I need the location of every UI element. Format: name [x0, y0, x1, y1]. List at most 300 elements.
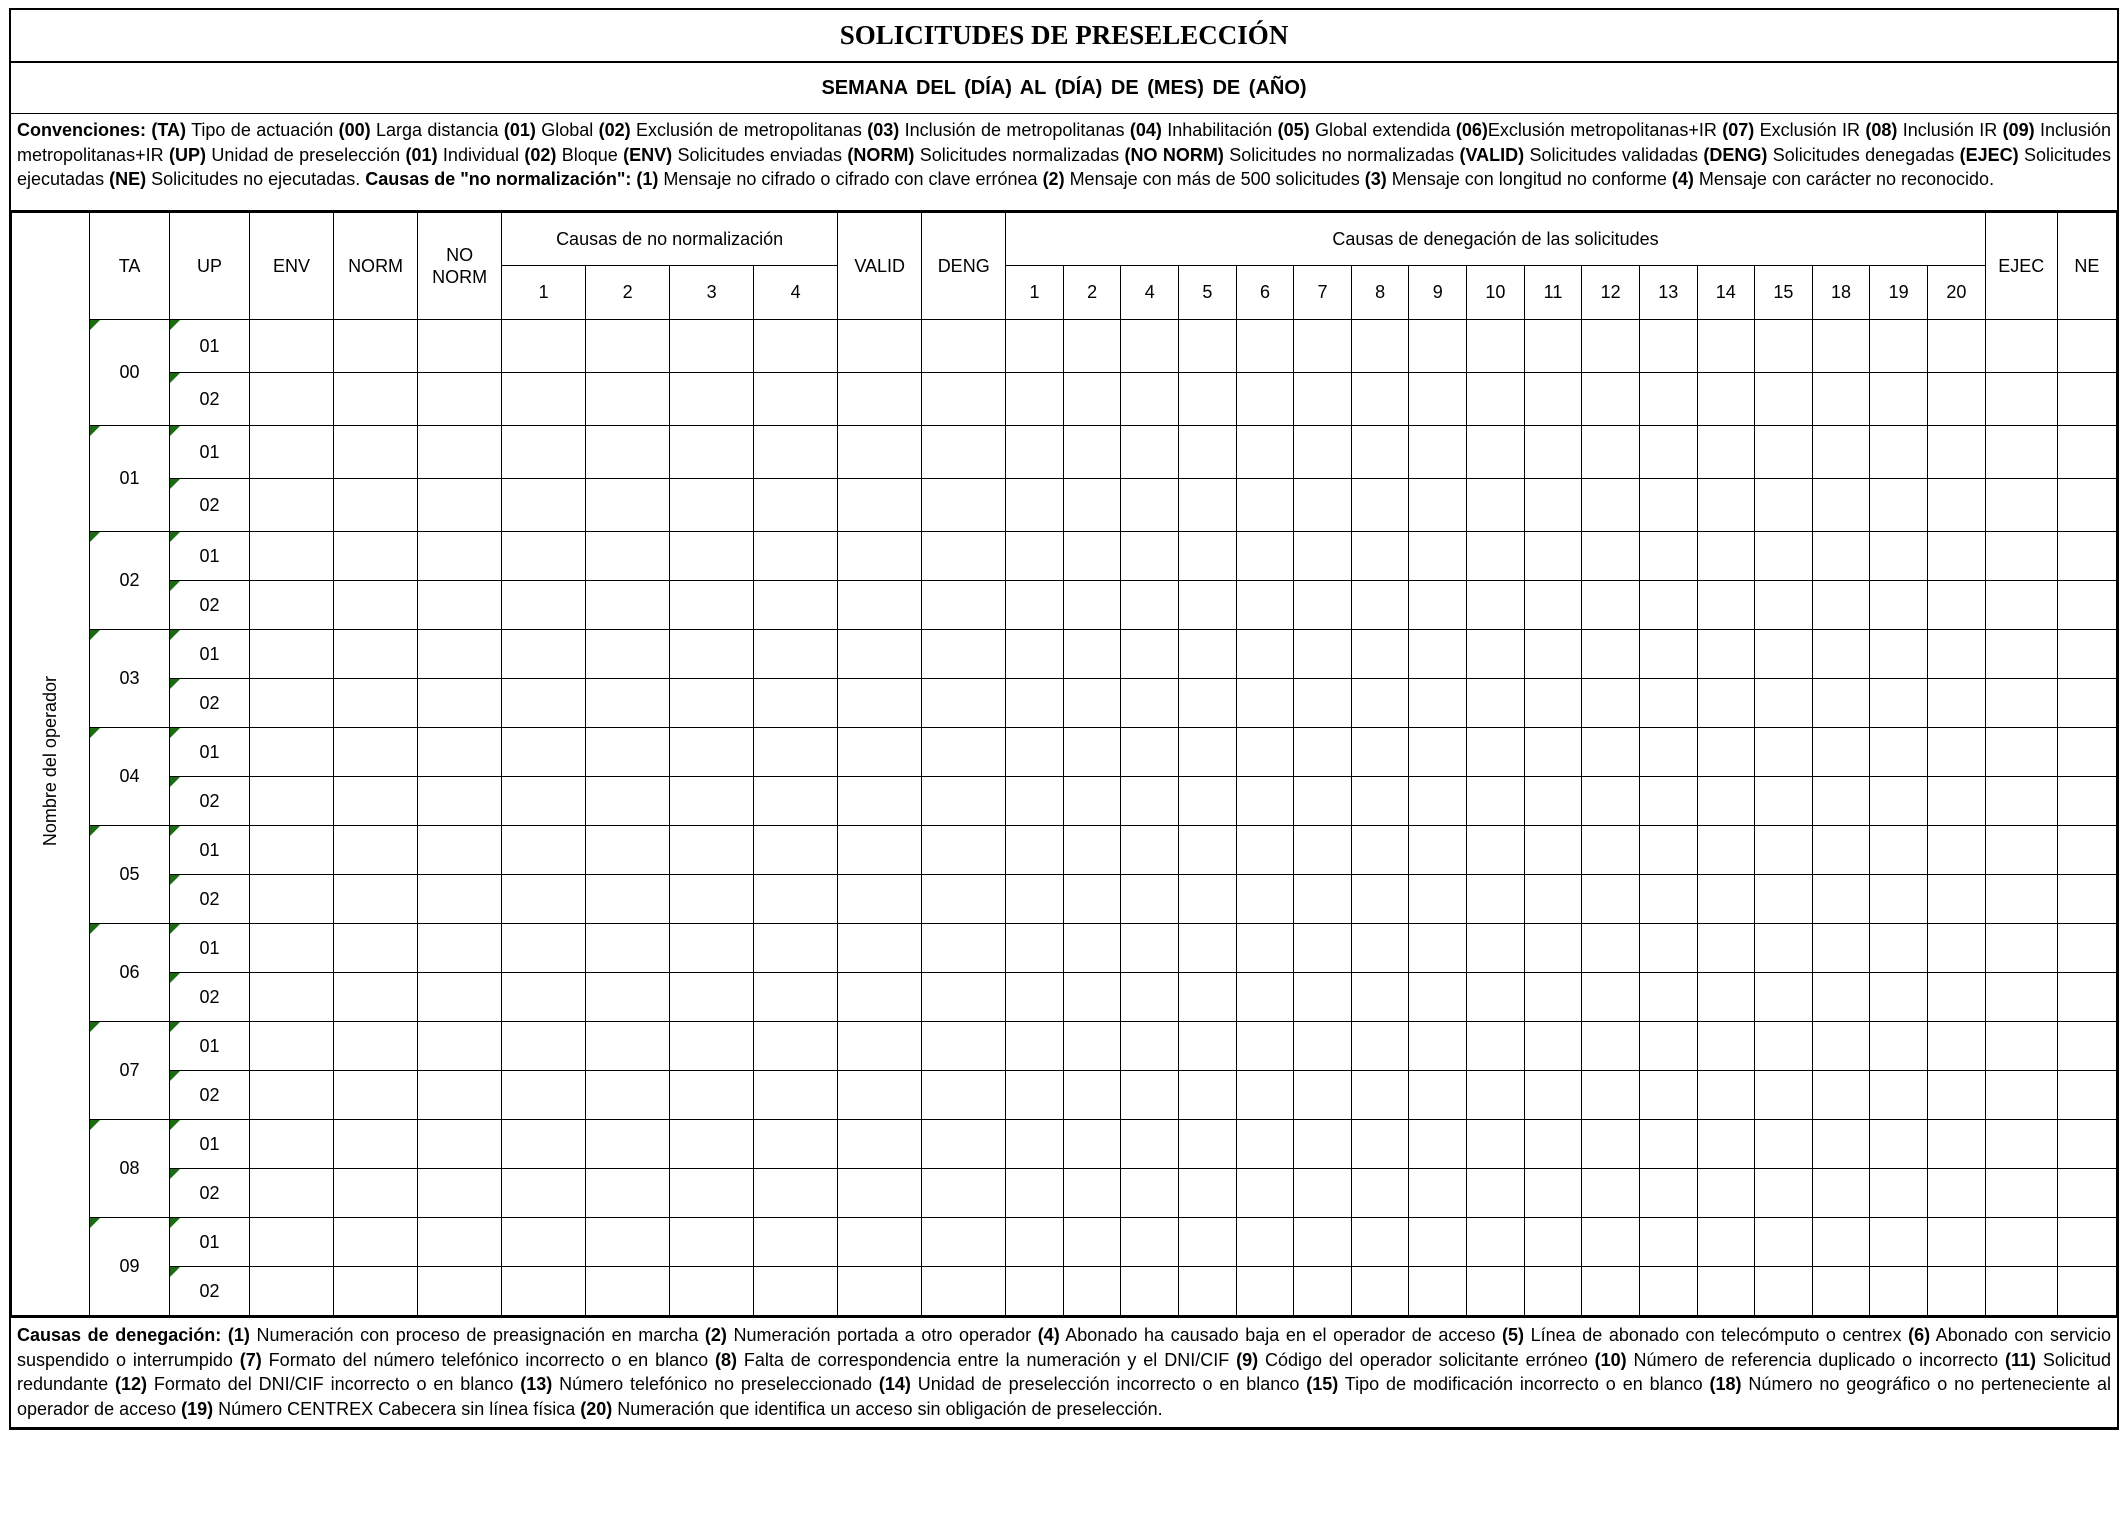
data-cell[interactable]: [1582, 728, 1640, 777]
data-cell[interactable]: [1006, 728, 1064, 777]
data-cell[interactable]: [1063, 426, 1121, 479]
data-cell[interactable]: [250, 924, 334, 973]
data-cell[interactable]: [1179, 1267, 1237, 1316]
data-cell[interactable]: [1409, 630, 1467, 679]
data-cell[interactable]: [1697, 426, 1755, 479]
data-cell[interactable]: [754, 973, 838, 1022]
data-cell[interactable]: [922, 1218, 1006, 1267]
data-cell[interactable]: [1409, 728, 1467, 777]
ta-cell[interactable]: 09: [90, 1218, 170, 1316]
data-cell[interactable]: [418, 1071, 502, 1120]
data-cell[interactable]: [418, 728, 502, 777]
data-cell[interactable]: [334, 1022, 418, 1071]
data-cell[interactable]: [502, 973, 586, 1022]
data-cell[interactable]: [1582, 679, 1640, 728]
data-cell[interactable]: [1812, 1218, 1870, 1267]
data-cell[interactable]: [670, 630, 754, 679]
data-cell[interactable]: [502, 1022, 586, 1071]
data-cell[interactable]: [502, 532, 586, 581]
data-cell[interactable]: [1870, 728, 1928, 777]
data-cell[interactable]: [1006, 581, 1064, 630]
data-cell[interactable]: [1927, 1169, 1985, 1218]
data-cell[interactable]: [250, 320, 334, 373]
data-cell[interactable]: [1582, 1022, 1640, 1071]
data-cell[interactable]: [1179, 1218, 1237, 1267]
data-cell[interactable]: [1351, 320, 1409, 373]
data-cell[interactable]: [922, 1120, 1006, 1169]
data-cell[interactable]: [334, 581, 418, 630]
data-cell[interactable]: [1351, 728, 1409, 777]
data-cell[interactable]: [1985, 728, 2057, 777]
data-cell[interactable]: [1985, 581, 2057, 630]
data-cell[interactable]: [1582, 973, 1640, 1022]
data-cell[interactable]: [1006, 973, 1064, 1022]
data-cell[interactable]: [1006, 1218, 1064, 1267]
data-cell[interactable]: [1179, 1071, 1237, 1120]
data-cell[interactable]: [2057, 973, 2116, 1022]
data-cell[interactable]: [1755, 1267, 1813, 1316]
data-cell[interactable]: [334, 630, 418, 679]
data-cell[interactable]: [1812, 581, 1870, 630]
data-cell[interactable]: [1467, 1120, 1525, 1169]
data-cell[interactable]: [922, 532, 1006, 581]
data-cell[interactable]: [1755, 924, 1813, 973]
data-cell[interactable]: [1812, 630, 1870, 679]
data-cell[interactable]: [1870, 373, 1928, 426]
data-cell[interactable]: [2057, 1120, 2116, 1169]
data-cell[interactable]: [586, 973, 670, 1022]
data-cell[interactable]: [2057, 1022, 2116, 1071]
data-cell[interactable]: [502, 777, 586, 826]
data-cell[interactable]: [334, 1120, 418, 1169]
data-cell[interactable]: [334, 973, 418, 1022]
data-cell[interactable]: [250, 875, 334, 924]
data-cell[interactable]: [1351, 924, 1409, 973]
data-cell[interactable]: [1236, 777, 1294, 826]
data-cell[interactable]: [1927, 679, 1985, 728]
data-cell[interactable]: [1755, 1169, 1813, 1218]
data-cell[interactable]: [1985, 1267, 2057, 1316]
up-cell[interactable]: 01: [170, 826, 250, 875]
data-cell[interactable]: [670, 973, 754, 1022]
data-cell[interactable]: [1121, 1120, 1179, 1169]
data-cell[interactable]: [1236, 1169, 1294, 1218]
data-cell[interactable]: [2057, 924, 2116, 973]
data-cell[interactable]: [1985, 1071, 2057, 1120]
data-cell[interactable]: [1812, 777, 1870, 826]
data-cell[interactable]: [1236, 426, 1294, 479]
data-cell[interactable]: [1063, 479, 1121, 532]
data-cell[interactable]: [838, 1267, 922, 1316]
data-cell[interactable]: [418, 479, 502, 532]
data-cell[interactable]: [922, 630, 1006, 679]
data-cell[interactable]: [670, 373, 754, 426]
data-cell[interactable]: [2057, 630, 2116, 679]
data-cell[interactable]: [1006, 679, 1064, 728]
data-cell[interactable]: [1524, 1267, 1582, 1316]
data-cell[interactable]: [1639, 581, 1697, 630]
data-cell[interactable]: [1697, 630, 1755, 679]
data-cell[interactable]: [586, 426, 670, 479]
data-cell[interactable]: [1294, 1022, 1352, 1071]
data-cell[interactable]: [1697, 1218, 1755, 1267]
data-cell[interactable]: [1179, 1120, 1237, 1169]
ta-cell[interactable]: 01: [90, 426, 170, 532]
data-cell[interactable]: [670, 320, 754, 373]
data-cell[interactable]: [754, 875, 838, 924]
data-cell[interactable]: [1870, 924, 1928, 973]
data-cell[interactable]: [1467, 532, 1525, 581]
data-cell[interactable]: [1294, 426, 1352, 479]
data-cell[interactable]: [1294, 973, 1352, 1022]
data-cell[interactable]: [670, 679, 754, 728]
data-cell[interactable]: [1582, 1169, 1640, 1218]
data-cell[interactable]: [2057, 1267, 2116, 1316]
data-cell[interactable]: [1063, 373, 1121, 426]
data-cell[interactable]: [2057, 826, 2116, 875]
data-cell[interactable]: [1409, 777, 1467, 826]
data-cell[interactable]: [1409, 532, 1467, 581]
data-cell[interactable]: [1870, 1169, 1928, 1218]
data-cell[interactable]: [418, 630, 502, 679]
data-cell[interactable]: [418, 679, 502, 728]
data-cell[interactable]: [1351, 373, 1409, 426]
data-cell[interactable]: [1467, 679, 1525, 728]
data-cell[interactable]: [1236, 875, 1294, 924]
data-cell[interactable]: [1524, 924, 1582, 973]
data-cell[interactable]: [418, 1267, 502, 1316]
data-cell[interactable]: [922, 826, 1006, 875]
data-cell[interactable]: [1582, 875, 1640, 924]
data-cell[interactable]: [1582, 1071, 1640, 1120]
data-cell[interactable]: [334, 1169, 418, 1218]
data-cell[interactable]: [250, 1218, 334, 1267]
data-cell[interactable]: [1927, 373, 1985, 426]
data-cell[interactable]: [1467, 581, 1525, 630]
data-cell[interactable]: [838, 532, 922, 581]
data-cell[interactable]: [1870, 320, 1928, 373]
data-cell[interactable]: [1755, 777, 1813, 826]
data-cell[interactable]: [250, 973, 334, 1022]
data-cell[interactable]: [1870, 532, 1928, 581]
data-cell[interactable]: [1121, 320, 1179, 373]
up-cell[interactable]: 01: [170, 1218, 250, 1267]
data-cell[interactable]: [2057, 373, 2116, 426]
data-cell[interactable]: [1639, 1267, 1697, 1316]
data-cell[interactable]: [838, 1120, 922, 1169]
data-cell[interactable]: [334, 426, 418, 479]
data-cell[interactable]: [1524, 532, 1582, 581]
data-cell[interactable]: [1927, 426, 1985, 479]
data-cell[interactable]: [1351, 426, 1409, 479]
data-cell[interactable]: [1006, 426, 1064, 479]
data-cell[interactable]: [670, 479, 754, 532]
data-cell[interactable]: [1409, 1218, 1467, 1267]
data-cell[interactable]: [250, 1169, 334, 1218]
data-cell[interactable]: [418, 826, 502, 875]
data-cell[interactable]: [1351, 826, 1409, 875]
data-cell[interactable]: [1927, 532, 1985, 581]
data-cell[interactable]: [1294, 728, 1352, 777]
data-cell[interactable]: [1582, 479, 1640, 532]
data-cell[interactable]: [334, 373, 418, 426]
data-cell[interactable]: [1294, 479, 1352, 532]
data-cell[interactable]: [1006, 1022, 1064, 1071]
up-cell[interactable]: 02: [170, 581, 250, 630]
data-cell[interactable]: [1524, 875, 1582, 924]
up-cell[interactable]: 02: [170, 777, 250, 826]
data-cell[interactable]: [586, 479, 670, 532]
up-cell[interactable]: 02: [170, 1169, 250, 1218]
data-cell[interactable]: [1006, 320, 1064, 373]
data-cell[interactable]: [1351, 777, 1409, 826]
data-cell[interactable]: [1351, 679, 1409, 728]
data-cell[interactable]: [1121, 1169, 1179, 1218]
data-cell[interactable]: [1697, 826, 1755, 875]
data-cell[interactable]: [1121, 1218, 1179, 1267]
data-cell[interactable]: [1639, 924, 1697, 973]
data-cell[interactable]: [1236, 630, 1294, 679]
data-cell[interactable]: [418, 320, 502, 373]
data-cell[interactable]: [1755, 630, 1813, 679]
data-cell[interactable]: [2057, 777, 2116, 826]
data-cell[interactable]: [1409, 320, 1467, 373]
up-cell[interactable]: 02: [170, 1267, 250, 1316]
data-cell[interactable]: [1870, 875, 1928, 924]
data-cell[interactable]: [1467, 1022, 1525, 1071]
data-cell[interactable]: [586, 924, 670, 973]
data-cell[interactable]: [838, 973, 922, 1022]
data-cell[interactable]: [670, 875, 754, 924]
data-cell[interactable]: [1582, 777, 1640, 826]
data-cell[interactable]: [1812, 1267, 1870, 1316]
data-cell[interactable]: [586, 373, 670, 426]
data-cell[interactable]: [1179, 875, 1237, 924]
data-cell[interactable]: [754, 1267, 838, 1316]
data-cell[interactable]: [1582, 373, 1640, 426]
data-cell[interactable]: [1812, 826, 1870, 875]
data-cell[interactable]: [1236, 1218, 1294, 1267]
data-cell[interactable]: [1236, 1022, 1294, 1071]
data-cell[interactable]: [502, 1169, 586, 1218]
data-cell[interactable]: [1063, 1071, 1121, 1120]
data-cell[interactable]: [250, 373, 334, 426]
data-cell[interactable]: [1467, 426, 1525, 479]
data-cell[interactable]: [1467, 373, 1525, 426]
data-cell[interactable]: [418, 373, 502, 426]
data-cell[interactable]: [1639, 1169, 1697, 1218]
data-cell[interactable]: [1121, 630, 1179, 679]
data-cell[interactable]: [1927, 1022, 1985, 1071]
data-cell[interactable]: [250, 630, 334, 679]
up-cell[interactable]: 01: [170, 1120, 250, 1169]
data-cell[interactable]: [838, 924, 922, 973]
data-cell[interactable]: [838, 1218, 922, 1267]
data-cell[interactable]: [1063, 581, 1121, 630]
data-cell[interactable]: [1697, 1071, 1755, 1120]
data-cell[interactable]: [1006, 479, 1064, 532]
data-cell[interactable]: [838, 1022, 922, 1071]
data-cell[interactable]: [1063, 924, 1121, 973]
data-cell[interactable]: [586, 532, 670, 581]
data-cell[interactable]: [1927, 320, 1985, 373]
data-cell[interactable]: [334, 924, 418, 973]
data-cell[interactable]: [1467, 320, 1525, 373]
data-cell[interactable]: [418, 924, 502, 973]
data-cell[interactable]: [1870, 581, 1928, 630]
data-cell[interactable]: [1409, 1022, 1467, 1071]
data-cell[interactable]: [1985, 320, 2057, 373]
data-cell[interactable]: [1524, 679, 1582, 728]
data-cell[interactable]: [2057, 320, 2116, 373]
data-cell[interactable]: [1870, 679, 1928, 728]
data-cell[interactable]: [250, 1120, 334, 1169]
up-cell[interactable]: 02: [170, 679, 250, 728]
data-cell[interactable]: [1063, 973, 1121, 1022]
data-cell[interactable]: [1697, 373, 1755, 426]
data-cell[interactable]: [1351, 875, 1409, 924]
data-cell[interactable]: [1755, 1218, 1813, 1267]
data-cell[interactable]: [1063, 875, 1121, 924]
data-cell[interactable]: [1812, 532, 1870, 581]
data-cell[interactable]: [1985, 426, 2057, 479]
data-cell[interactable]: [1351, 973, 1409, 1022]
data-cell[interactable]: [1409, 426, 1467, 479]
data-cell[interactable]: [1006, 777, 1064, 826]
data-cell[interactable]: [1812, 320, 1870, 373]
data-cell[interactable]: [1236, 479, 1294, 532]
data-cell[interactable]: [1467, 479, 1525, 532]
data-cell[interactable]: [838, 728, 922, 777]
data-cell[interactable]: [922, 1169, 1006, 1218]
data-cell[interactable]: [1639, 679, 1697, 728]
data-cell[interactable]: [922, 777, 1006, 826]
data-cell[interactable]: [1409, 479, 1467, 532]
data-cell[interactable]: [754, 373, 838, 426]
ta-cell[interactable]: 03: [90, 630, 170, 728]
up-cell[interactable]: 01: [170, 532, 250, 581]
data-cell[interactable]: [1524, 373, 1582, 426]
data-cell[interactable]: [1524, 826, 1582, 875]
data-cell[interactable]: [1063, 1022, 1121, 1071]
data-cell[interactable]: [1927, 973, 1985, 1022]
data-cell[interactable]: [1121, 728, 1179, 777]
data-cell[interactable]: [1121, 1267, 1179, 1316]
data-cell[interactable]: [1351, 1218, 1409, 1267]
data-cell[interactable]: [1351, 581, 1409, 630]
data-cell[interactable]: [1294, 679, 1352, 728]
data-cell[interactable]: [1294, 532, 1352, 581]
data-cell[interactable]: [754, 1120, 838, 1169]
data-cell[interactable]: [1524, 1071, 1582, 1120]
data-cell[interactable]: [1927, 1267, 1985, 1316]
data-cell[interactable]: [1812, 1071, 1870, 1120]
data-cell[interactable]: [502, 826, 586, 875]
ta-cell[interactable]: 06: [90, 924, 170, 1022]
data-cell[interactable]: [334, 875, 418, 924]
data-cell[interactable]: [1755, 875, 1813, 924]
data-cell[interactable]: [1870, 479, 1928, 532]
data-cell[interactable]: [754, 630, 838, 679]
data-cell[interactable]: [1063, 1120, 1121, 1169]
data-cell[interactable]: [1294, 1267, 1352, 1316]
data-cell[interactable]: [1467, 924, 1525, 973]
data-cell[interactable]: [922, 679, 1006, 728]
data-cell[interactable]: [502, 728, 586, 777]
data-cell[interactable]: [586, 875, 670, 924]
data-cell[interactable]: [1985, 630, 2057, 679]
data-cell[interactable]: [1179, 630, 1237, 679]
data-cell[interactable]: [1294, 373, 1352, 426]
data-cell[interactable]: [670, 1169, 754, 1218]
data-cell[interactable]: [1927, 1120, 1985, 1169]
up-cell[interactable]: 02: [170, 973, 250, 1022]
data-cell[interactable]: [1351, 479, 1409, 532]
data-cell[interactable]: [586, 1218, 670, 1267]
data-cell[interactable]: [1639, 1022, 1697, 1071]
data-cell[interactable]: [418, 1218, 502, 1267]
data-cell[interactable]: [1524, 728, 1582, 777]
data-cell[interactable]: [1294, 320, 1352, 373]
data-cell[interactable]: [1812, 1120, 1870, 1169]
data-cell[interactable]: [754, 1071, 838, 1120]
ta-cell[interactable]: 08: [90, 1120, 170, 1218]
data-cell[interactable]: [1294, 875, 1352, 924]
data-cell[interactable]: [1812, 679, 1870, 728]
data-cell[interactable]: [1351, 532, 1409, 581]
data-cell[interactable]: [1985, 1120, 2057, 1169]
data-cell[interactable]: [1812, 479, 1870, 532]
data-cell[interactable]: [922, 924, 1006, 973]
data-cell[interactable]: [1524, 426, 1582, 479]
data-cell[interactable]: [922, 875, 1006, 924]
data-cell[interactable]: [418, 581, 502, 630]
data-cell[interactable]: [838, 373, 922, 426]
data-cell[interactable]: [1985, 777, 2057, 826]
data-cell[interactable]: [1006, 1169, 1064, 1218]
data-cell[interactable]: [2057, 679, 2116, 728]
data-cell[interactable]: [1755, 581, 1813, 630]
data-cell[interactable]: [754, 728, 838, 777]
data-cell[interactable]: [922, 581, 1006, 630]
data-cell[interactable]: [670, 924, 754, 973]
data-cell[interactable]: [250, 426, 334, 479]
data-cell[interactable]: [1582, 630, 1640, 679]
ta-cell[interactable]: 04: [90, 728, 170, 826]
data-cell[interactable]: [754, 777, 838, 826]
data-cell[interactable]: [1006, 532, 1064, 581]
data-cell[interactable]: [1351, 1267, 1409, 1316]
data-cell[interactable]: [1697, 973, 1755, 1022]
data-cell[interactable]: [502, 320, 586, 373]
data-cell[interactable]: [1121, 679, 1179, 728]
data-cell[interactable]: [1524, 973, 1582, 1022]
data-cell[interactable]: [1812, 1169, 1870, 1218]
data-cell[interactable]: [1063, 1169, 1121, 1218]
data-cell[interactable]: [1639, 479, 1697, 532]
data-cell[interactable]: [1063, 679, 1121, 728]
data-cell[interactable]: [1870, 1267, 1928, 1316]
data-cell[interactable]: [1812, 924, 1870, 973]
data-cell[interactable]: [1236, 826, 1294, 875]
data-cell[interactable]: [1121, 924, 1179, 973]
data-cell[interactable]: [334, 320, 418, 373]
data-cell[interactable]: [1639, 973, 1697, 1022]
data-cell[interactable]: [754, 924, 838, 973]
data-cell[interactable]: [586, 728, 670, 777]
data-cell[interactable]: [1812, 426, 1870, 479]
data-cell[interactable]: [1524, 1218, 1582, 1267]
